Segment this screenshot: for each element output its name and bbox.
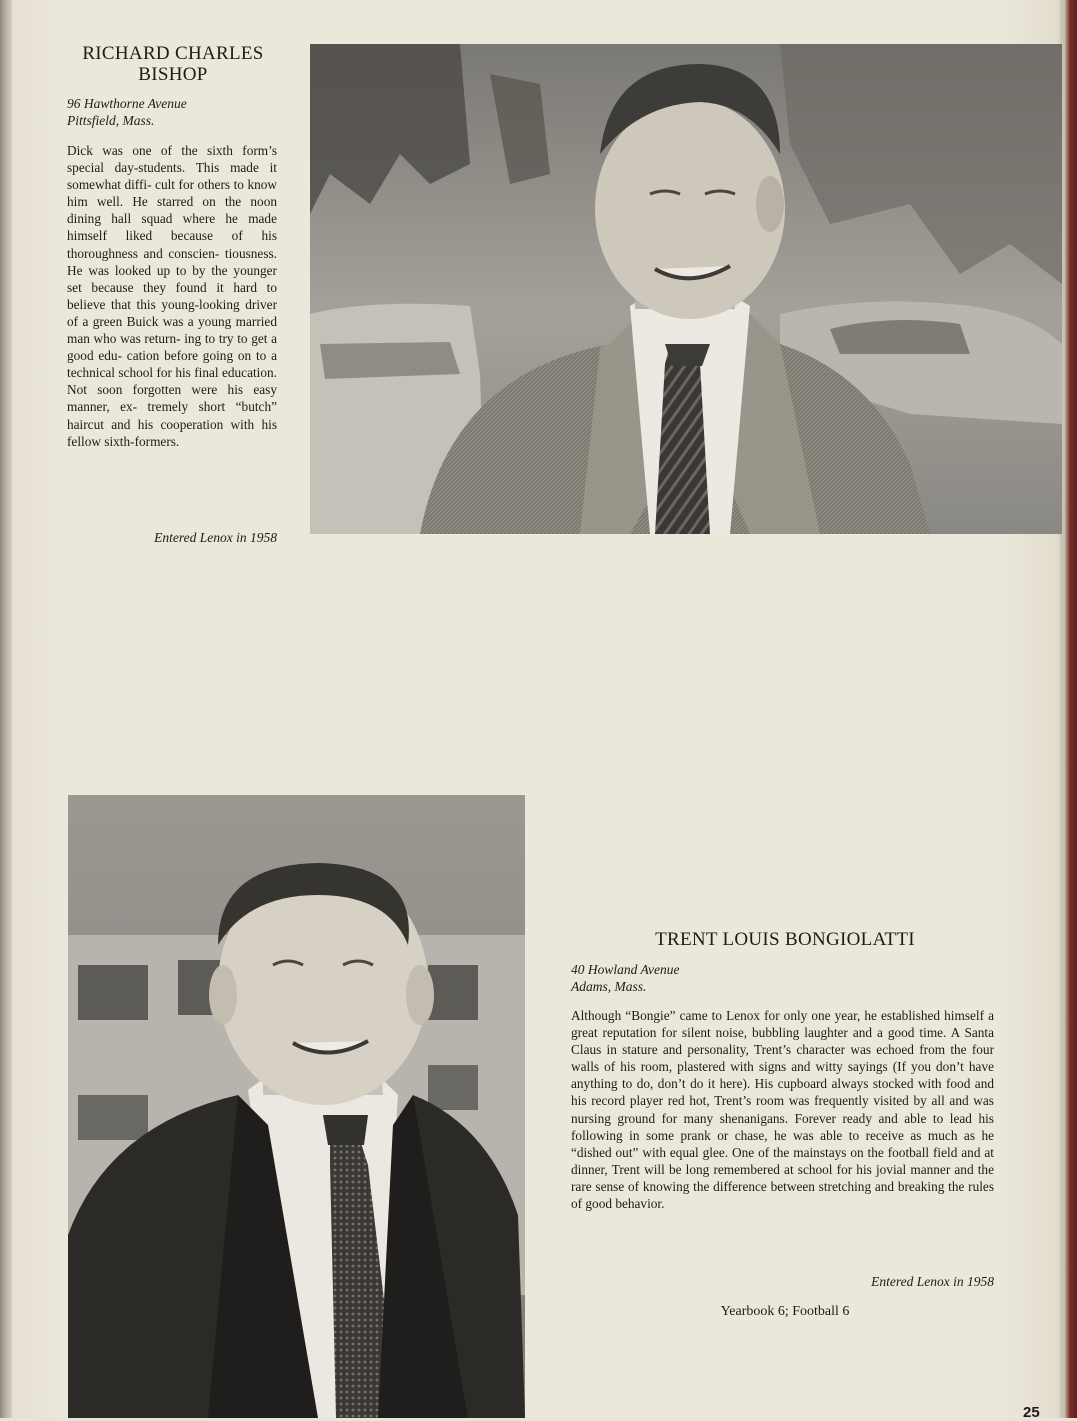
address-street: 96 Hawthorne Avenue	[67, 96, 187, 111]
student-address-bongiolatti	[571, 961, 871, 995]
student-bio-bishop: Dick was one of the sixth form’s special day-students. This made it somewhat diffi- cult for others to know him well. He starred on the noon dining hall squad where he made himself liked because of his thoroughness and conscien- tiousness. He was looked up to by the younger set because they found it hard to believe that this young-looking driver of a green Buick was a young married man who was return- ing to try to get a good edu- cation before going on to a technical school for his final education. Not soon forgotten were his easy manner, ex- tremely short “butch” haircut and his cooperation with his fellow sixth-formers.	[67, 143, 277, 449]
page-binding-shadow	[0, 0, 12, 1418]
student-name-bishop	[60, 43, 286, 85]
student-photo-bishop	[310, 44, 1062, 534]
address-city: Pittsfield, Mass.	[67, 113, 155, 128]
portrait-photo-graphic	[310, 44, 1062, 534]
student-bio-bongiolatti: Although “Bongie” came to Lenox for only one year, he established himself a great reputation for silent noise, bubbling laughter and a good time. A Santa Claus in stature and personality, Trent’s character was echoed from the four walls of his room, plastered with signs and witty sayings (If you don’t have anything to do, don’t do it here). His cupboard always stocked with food and his record player red hot, Trent’s room was frequently visited by all and was nursing ground for many shenanigans. Forever ready and able to lead his following in some prank or chase, he was able to receive as much as he “dished out” with equal glee. One of the mainstays on the football field and at dinner, Trent will be long remembered at school for his jovial manner and the rare sense of knowing the difference between stretching and breaking the rules of good behavior.	[571, 1008, 994, 1212]
student-name-line-1: RICHARD CHARLES	[82, 43, 264, 64]
student-photo-bongiolatti	[68, 795, 525, 1418]
portrait-photo-graphic	[68, 795, 525, 1418]
page-number: 25	[1023, 1404, 1040, 1421]
activities-bongiolatti: Yearbook 6; Football 6	[720, 1304, 850, 1319]
address-street: 40 Howland Avenue	[571, 962, 680, 977]
student-address-bishop	[67, 95, 282, 129]
book-cover-edge	[1065, 0, 1077, 1418]
student-name-bongiolatti: TRENT LOUIS BONGIOLATTI	[655, 929, 915, 950]
student-name-line-2: BISHOP	[138, 64, 208, 85]
address-city: Adams, Mass.	[571, 979, 647, 994]
entered-year-bishop: Entered Lenox in 1958	[154, 530, 277, 545]
entered-year-bongiolatti: Entered Lenox in 1958	[871, 1274, 994, 1289]
